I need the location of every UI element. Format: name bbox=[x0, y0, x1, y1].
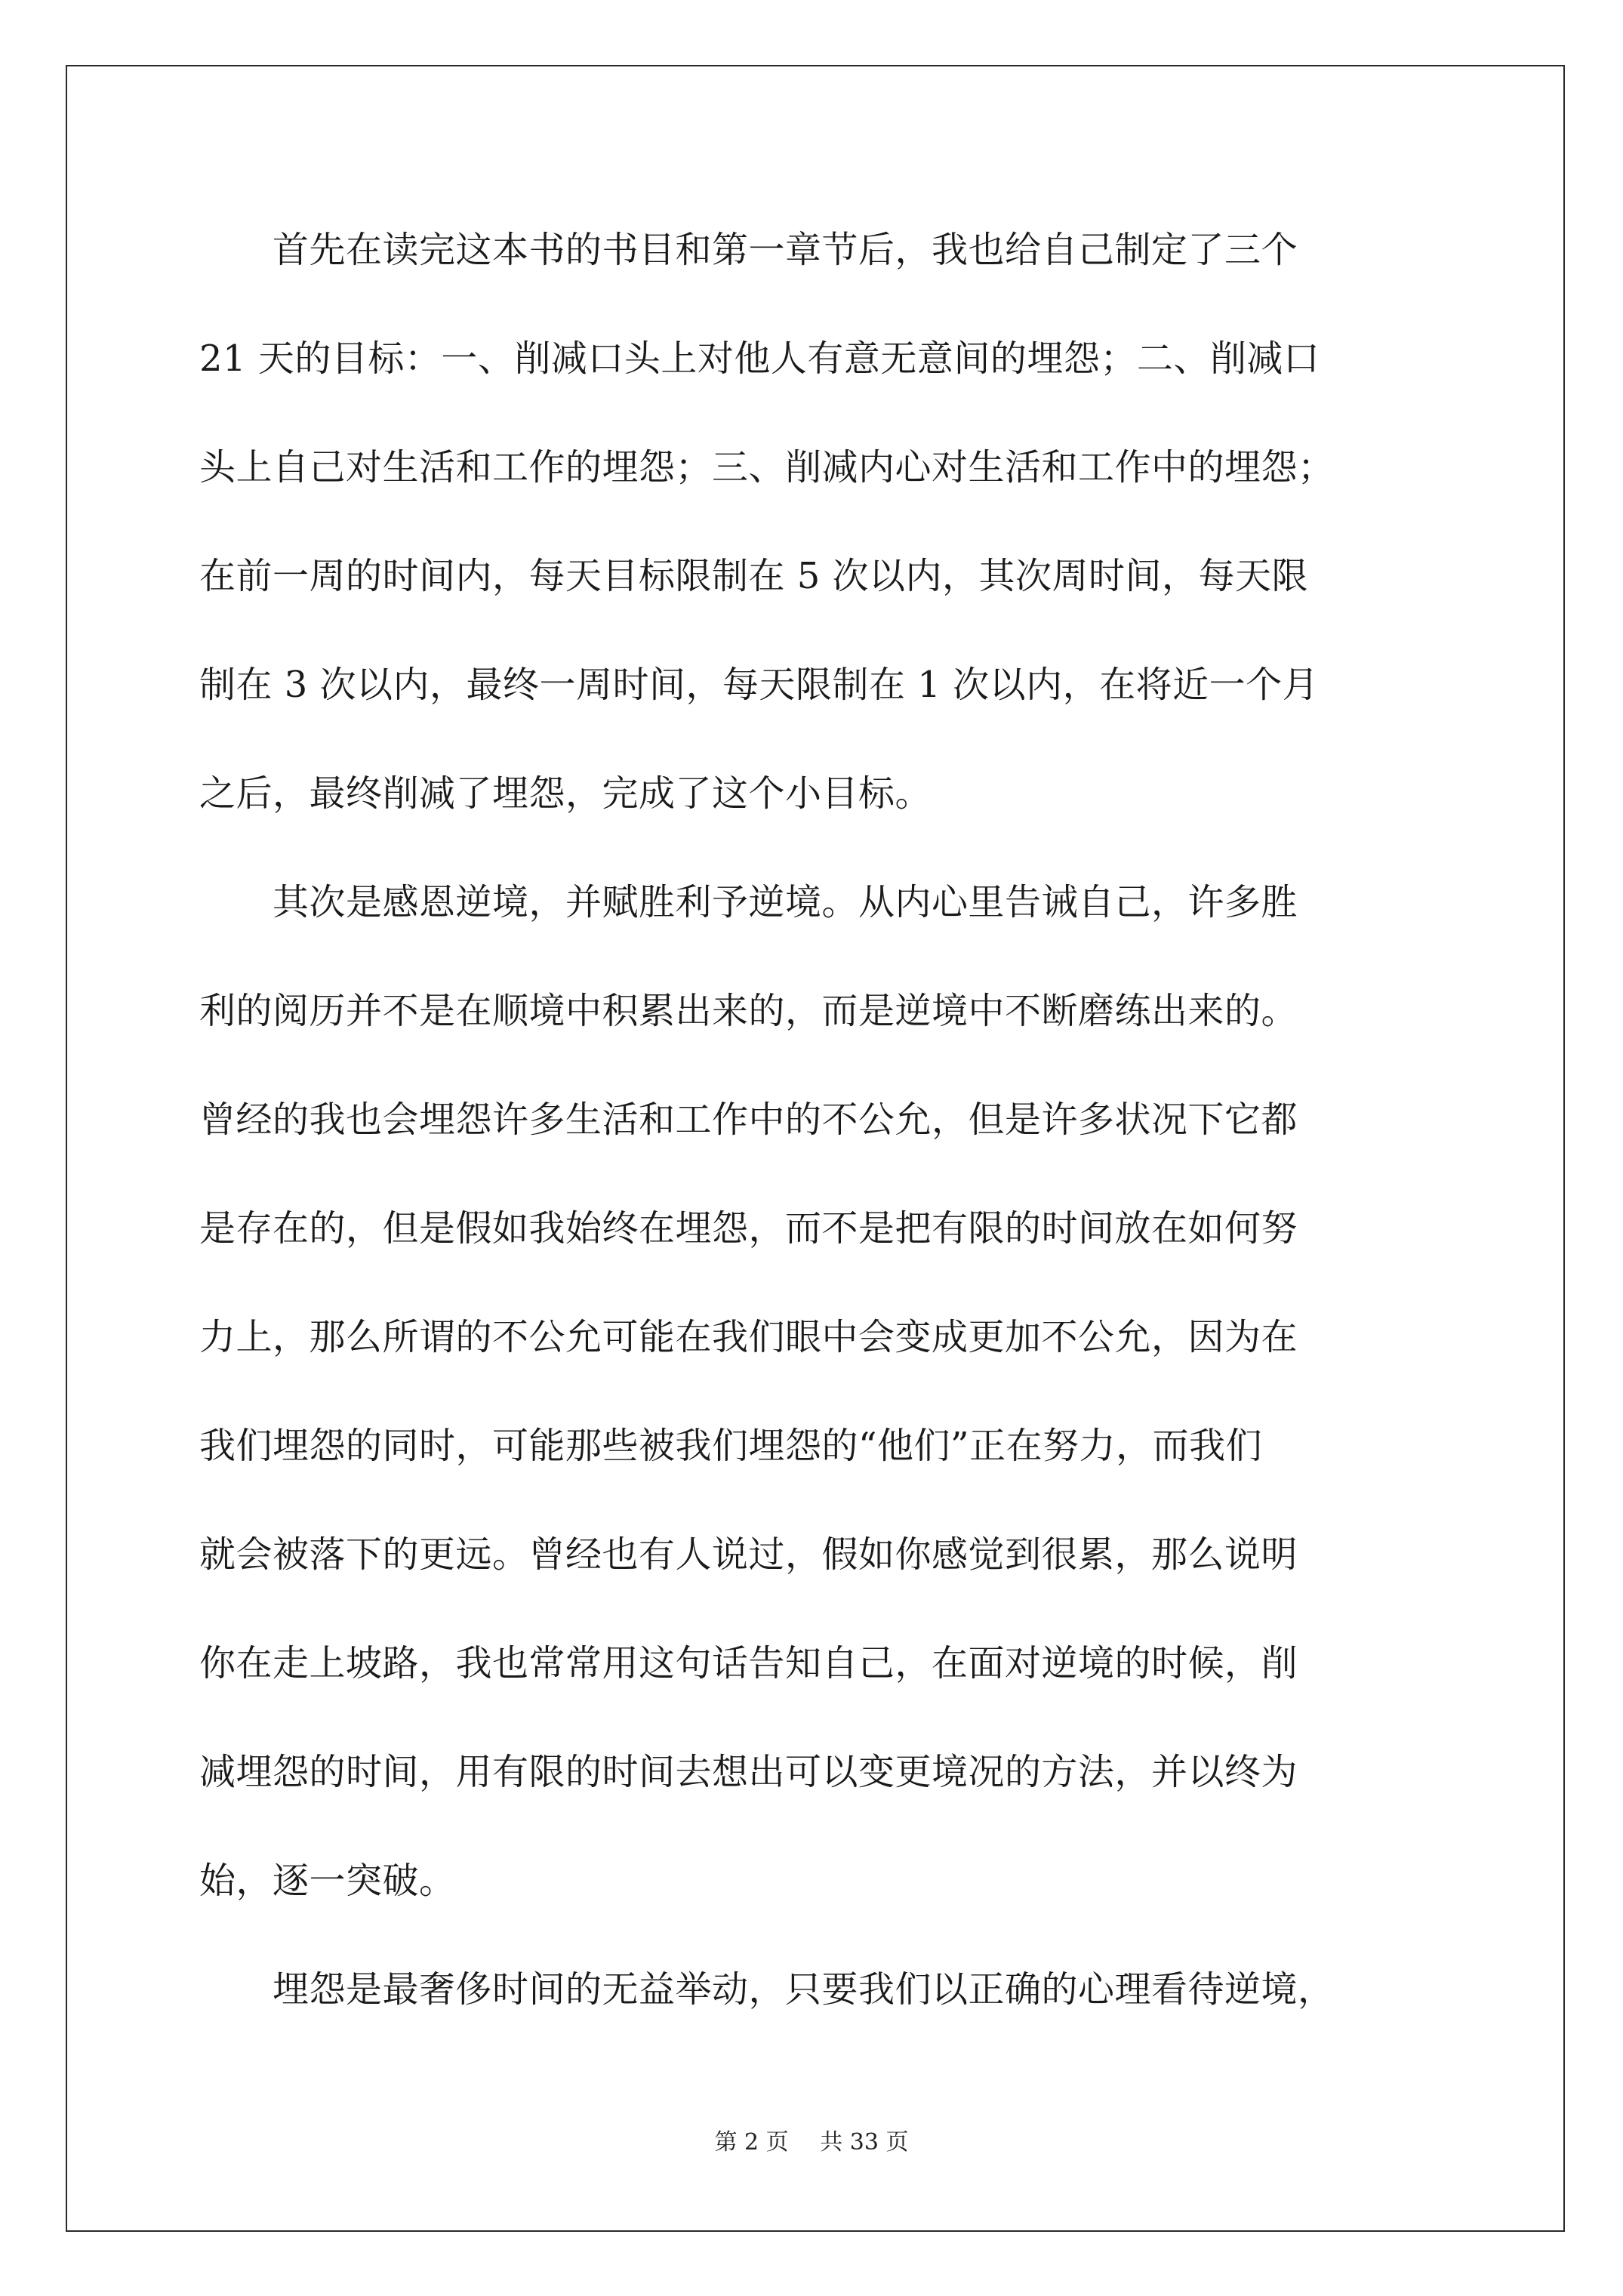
page-total: 共 33 页 bbox=[820, 2129, 909, 2156]
text-line: 我们埋怨的同时，可能那些被我们埋怨的“他们”正在努力，而我们 bbox=[199, 1425, 1263, 1467]
text-line: 曾经的我也会埋怨许多生活和工作中的不公允，但是许多状况下它都 bbox=[199, 1099, 1298, 1141]
text-line: 首先在读完这本书的书目和第一章节后，我也给自己制定了三个 bbox=[199, 229, 1298, 271]
text-line: 头上自己对生活和工作的埋怨；三、削减内心对生活和工作中的埋怨； bbox=[199, 446, 1335, 488]
document-body bbox=[199, 217, 1434, 2066]
text-line: 是存在的，但是假如我始终在埋怨，而不是把有限的时间放在如何努 bbox=[199, 1207, 1298, 1250]
text-line: 埋怨是最奢侈时间的无益举动，只要我们以正确的心理看待逆境， bbox=[199, 1968, 1335, 2011]
text-line: 力上，那么所谓的不公允可能在我们眼中会变成更加不公允，因为在 bbox=[199, 1316, 1298, 1358]
text-line: 你在走上坡路，我也常常用这句话告知自己，在面对逆境的时候，削 bbox=[199, 1642, 1298, 1684]
text-line: 始，逐一突破。 bbox=[199, 1860, 456, 1902]
page-number: 第 2 页 bbox=[714, 2129, 789, 2156]
text-line: 之后，最终削减了埋怨，完成了这个小目标。 bbox=[199, 772, 932, 815]
text-line: 制在 3 次以内，最终一周时间，每天限制在 1 次以内，在将近一个月 bbox=[199, 664, 1320, 706]
page-footer bbox=[0, 2123, 1623, 2156]
text-line: 21 天的目标：一、削减口头上对他人有意无意间的埋怨；二、削减口 bbox=[199, 337, 1320, 380]
text-line: 在前一周的时间内，每天目标限制在 5 次以内，其次周时间，每天限 bbox=[199, 555, 1309, 597]
text-line: 其次是感恩逆境，并赋胜利予逆境。从内心里告诫自己，许多胜 bbox=[199, 881, 1298, 923]
text-line: 就会被落下的更远。曾经也有人说过，假如你感觉到很累，那么说明 bbox=[199, 1533, 1298, 1576]
text-line: 利的阅历并不是在顺境中积累出来的，而是逆境中不断磨练出来的。 bbox=[199, 990, 1298, 1032]
text-line: 减埋怨的时间，用有限的时间去想出可以变更境况的方法，并以终为 bbox=[199, 1751, 1298, 1793]
